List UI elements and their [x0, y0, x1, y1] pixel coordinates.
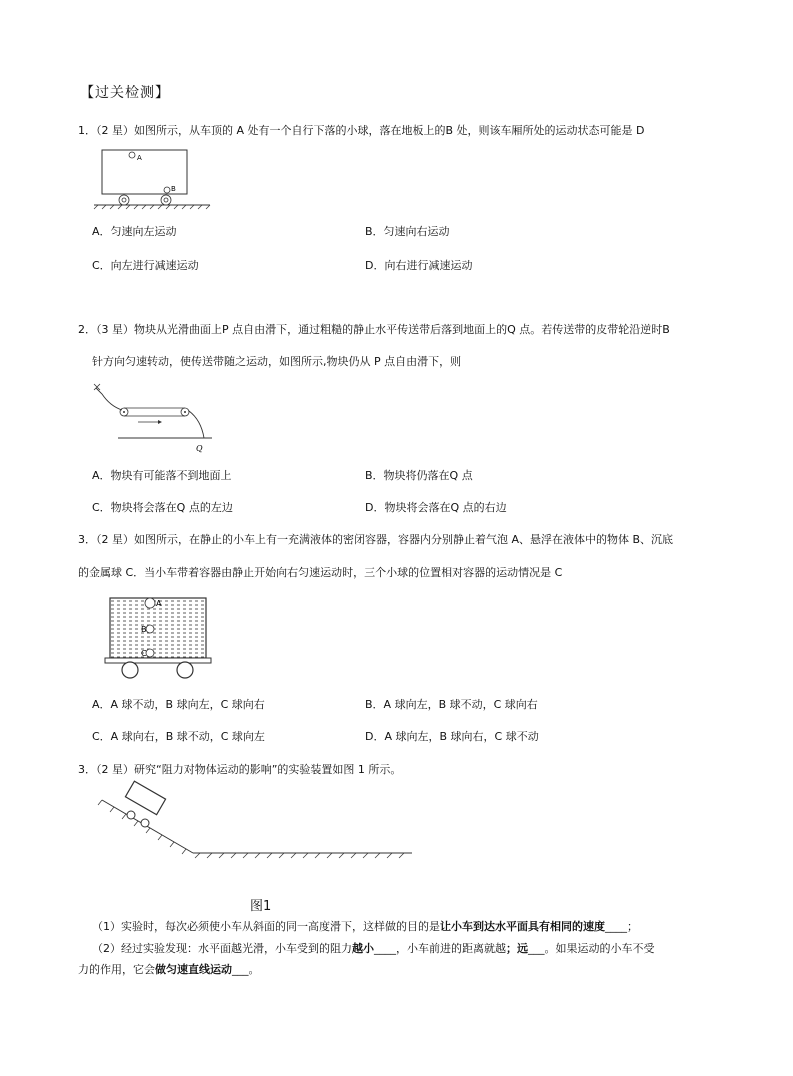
- q4-stem: 3．（2 星）研究“阻力对物体运动的影响”的实验装置如图 1 所示。: [78, 763, 402, 776]
- q2-stem-line2: 针方向匀速转动，使传送带随之运动，如图所示,物块仍从 P 点自由滑下，则: [92, 355, 462, 368]
- q1-option-a: A．匀速向左运动: [92, 225, 177, 238]
- q3-option-c: C．A 球向右，B 球不动，C 球向左: [92, 730, 265, 743]
- q4-part2-answer1: 越小: [352, 942, 374, 955]
- q1-stem: 1．（2 星）如图所示，从车顶的 A 处有一个自行下落的小球，落在地板上的B 处，则该车厢所处的运动状态可能是 D: [78, 124, 645, 137]
- q4-part2-prefix: （2）经过实验发现：水平面越光滑，小车受到的阻力: [92, 942, 352, 955]
- q3-stem-line2: 的金属球 C．当小车带着容器由静止开始向右匀速运动时，三个小球的位置相对容器的运动情况是 C: [78, 566, 563, 579]
- q1-option-c: C．向左进行减速运动: [92, 259, 199, 272]
- q1-option-b: B．匀速向右运动: [365, 225, 450, 238]
- q3-figure: [105, 595, 215, 680]
- q4-part1-suffix: ；: [627, 920, 638, 933]
- q4-part1-blank: ____: [605, 920, 627, 933]
- q3-option-d: D．A 球向左，B 球向右，C 球不动: [365, 730, 539, 743]
- q2-option-c: C．物块将会落在Q 点的左边: [92, 501, 233, 514]
- q3-label-c: C: [141, 649, 147, 658]
- q3-option-b: B．A 球向左，B 球不动，C 球向右: [365, 698, 538, 711]
- q1-label-b: B: [171, 185, 176, 193]
- q3-label-a: A: [156, 599, 162, 608]
- q4-part2-answer2: ；远: [506, 942, 528, 955]
- q4-part3-answer: 做匀速直线运动: [155, 963, 232, 976]
- q4-figure-caption: 图1: [250, 899, 272, 914]
- q2-option-d: D．物块将会落在Q 点的右边: [365, 501, 507, 514]
- q1-label-a: A: [137, 154, 142, 162]
- q4-part1: [92, 920, 638, 934]
- q4-part3-prefix: 力的作用，它会: [78, 963, 155, 976]
- q4-part2-blank2: ___: [528, 942, 545, 955]
- q2-figure: [88, 380, 218, 455]
- q2-label-q: Q: [196, 444, 203, 453]
- q4-part2: [92, 942, 655, 956]
- q2-option-b: B．物块将仍落在Q 点: [365, 469, 473, 482]
- q4-part3: [78, 963, 260, 977]
- q3-label-b: B: [141, 625, 147, 634]
- q1-option-d: D．向右进行减速运动: [365, 259, 473, 272]
- q4-part3-suffix: 。: [248, 963, 260, 976]
- q3-option-a: A．A 球不动，B 球向左，C 球向右: [92, 698, 265, 711]
- section-title: 【过关检测】: [80, 85, 170, 101]
- q4-part2-suffix: 。如果运动的小车不受: [544, 942, 655, 955]
- q4-figure: [90, 780, 420, 862]
- q4-part1-answer: 让小车到达水平面具有相同的速度: [440, 920, 605, 933]
- q4-part2-mid: ，小车前进的距离就越: [396, 942, 506, 955]
- q1-figure: [92, 145, 222, 210]
- q4-part1-prefix: （1）实验时，每次必须使小车从斜面的同一高度滑下，这样做的目的是: [92, 920, 440, 933]
- q4-part2-blank1: ____: [374, 942, 396, 955]
- q2-stem-line1: 2．（3 星）物块从光滑曲面上P 点自由滑下，通过粗糙的静止水平传送带后落到地面上的Q 点。若传送带的皮带轮沿逆时B: [78, 323, 670, 336]
- q4-part3-blank: ___: [232, 963, 249, 976]
- q3-stem-line1: 3．（2 星）如图所示，在静止的小车上有一充满液体的密闭容器，容器内分别静止着气泡 A、悬浮在液体中的物体 B、沉底: [78, 533, 674, 546]
- q2-option-a: A．物块有可能落不到地面上: [92, 469, 232, 482]
